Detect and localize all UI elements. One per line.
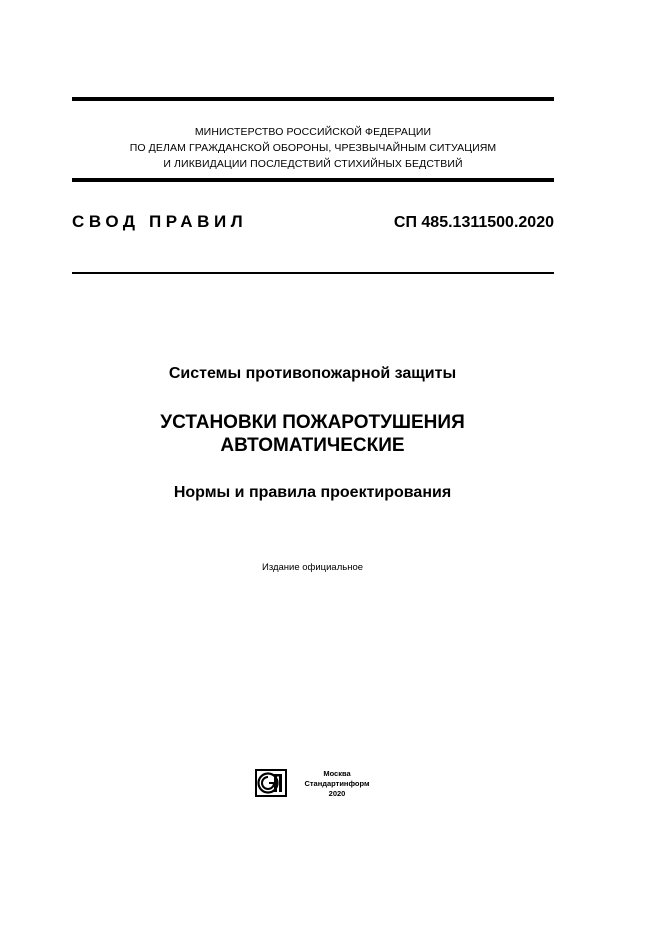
middle-rule [72, 178, 554, 182]
series-title: СВОД ПРАВИЛ [72, 212, 248, 231]
publisher-text [295, 769, 379, 799]
standartinform-logo-icon [255, 769, 287, 797]
document-subtitle: Нормы и правила проектирования [173, 484, 452, 501]
publisher-year: 2020 [328, 789, 346, 798]
bottom-rule [72, 272, 554, 274]
ministry-header [72, 124, 554, 172]
edition-note: Издание официальное [261, 562, 364, 573]
main-title-line-2: АВТОМАТИЧЕСКИЕ [220, 435, 405, 456]
ministry-line-1: МИНИСТЕРСТВО РОССИЙСКОЙ ФЕДЕРАЦИИ [194, 126, 432, 138]
document-subject: Системы противопожарной защиты [168, 365, 457, 382]
ministry-line-3: И ЛИКВИДАЦИИ ПОСЛЕДСТВИЙ СТИХИЙНЫХ БЕДСТВИЙ [163, 158, 463, 170]
document-main-title [0, 411, 625, 457]
document-code: СП 485.1311500.2020 [393, 214, 554, 231]
publisher-city: Москва [323, 769, 351, 778]
publisher-name: Стандартинформ [304, 779, 370, 788]
ministry-line-2: ПО ДЕЛАМ ГРАЖДАНСКОЙ ОБОРОНЫ, ЧРЕЗВЫЧАЙНЫМ СИТУАЦИЯМ [129, 142, 497, 154]
publisher-block [255, 769, 385, 799]
main-title-line-1: УСТАНОВКИ ПОЖАРОТУШЕНИЯ [160, 412, 465, 433]
top-rule [72, 97, 554, 101]
